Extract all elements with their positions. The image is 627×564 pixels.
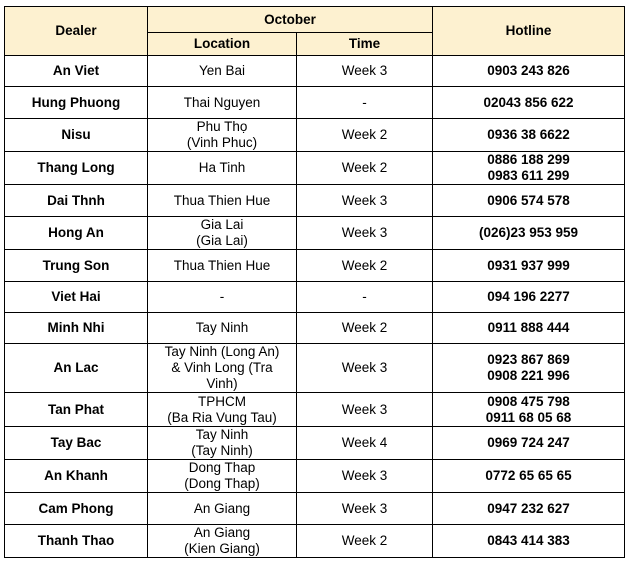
- time-cell: Week 4: [297, 427, 433, 460]
- table-row: [5, 427, 625, 460]
- hotline-cell: [433, 282, 625, 313]
- location-line: -: [219, 289, 225, 304]
- hotline-number: 0772 65 65 65: [485, 468, 572, 483]
- table-row: [5, 344, 625, 393]
- location-line: & Vinh Long (Tra: [171, 360, 273, 375]
- location-line: (Dong Thap): [184, 476, 260, 491]
- dealer-cell: Cam Phong: [5, 493, 148, 525]
- location-line: Thua Thien Hue: [173, 192, 271, 208]
- hotline-number: 0947 232 627: [487, 500, 570, 516]
- time-cell: -: [297, 282, 433, 313]
- header-month: October: [148, 7, 433, 33]
- dealer-cell: Tan Phat: [5, 393, 148, 427]
- header-hotline: Hotline: [433, 7, 625, 56]
- hotline-number: 0906 574 578: [487, 192, 570, 208]
- table-row: [5, 493, 625, 525]
- location-cell: [148, 282, 297, 313]
- table-row: [5, 152, 625, 185]
- table-row: [5, 282, 625, 313]
- location-cell: [148, 217, 297, 250]
- table-row: [5, 119, 625, 152]
- location-line: Phu Thọ: [196, 119, 248, 134]
- header-location: Location: [148, 33, 297, 56]
- dealer-cell: An Khanh: [5, 460, 148, 493]
- time-cell: Week 3: [297, 344, 433, 393]
- location-line: Gia Lai: [200, 217, 244, 232]
- location-line: Thai Nguyen: [183, 94, 261, 110]
- location-line: Dong Thap: [188, 460, 256, 475]
- hotline-cell: [433, 393, 625, 427]
- hotline-number: 0886 188 299: [487, 152, 570, 167]
- dealer-cell: Minh Nhi: [5, 313, 148, 344]
- hotline-number: 0969 724 247: [487, 435, 570, 450]
- hotline-number: 0908 221 996: [487, 368, 570, 383]
- location-cell: [148, 185, 297, 217]
- hotline-cell: [433, 56, 625, 87]
- table-row: [5, 217, 625, 250]
- location-cell: [148, 427, 297, 460]
- hotline-number: 0843 414 383: [487, 533, 570, 548]
- location-cell: [148, 152, 297, 185]
- hotline-number: 0931 937 999: [487, 257, 570, 273]
- location-line: Tay Ninh (Long An): [164, 344, 280, 359]
- time-cell: Week 2: [297, 250, 433, 282]
- dealer-cell: Viet Hai: [5, 282, 148, 313]
- time-cell: Week 2: [297, 525, 433, 558]
- hotline-cell: [433, 185, 625, 217]
- time-cell: Week 2: [297, 119, 433, 152]
- header-dealer: Dealer: [5, 7, 148, 56]
- hotline-number: 0911 68 05 68: [485, 409, 572, 425]
- time-cell: Week 3: [297, 185, 433, 217]
- time-cell: Week 3: [297, 460, 433, 493]
- dealer-cell: Trung Son: [5, 250, 148, 282]
- hotline-cell: [433, 344, 625, 393]
- table-row: [5, 525, 625, 558]
- hotline-cell: [433, 119, 625, 152]
- location-line: Vinh): [206, 376, 238, 391]
- hotline-number: 0936 38 6622: [487, 127, 570, 142]
- dealer-cell: Hung Phuong: [5, 87, 148, 119]
- location-line: (Kien Giang): [184, 541, 260, 556]
- location-cell: [148, 87, 297, 119]
- location-line: (Tay Ninh): [191, 443, 253, 458]
- dealer-cell: Tay Bac: [5, 427, 148, 460]
- location-cell: [148, 460, 297, 493]
- time-cell: -: [297, 87, 433, 119]
- dealer-cell: An Viet: [5, 56, 148, 87]
- location-cell: [148, 525, 297, 558]
- hotline-number: 0923 867 869: [487, 352, 570, 367]
- location-line: Yen Bai: [198, 63, 246, 78]
- location-line: An Giang: [193, 500, 251, 516]
- hotline-cell: [433, 460, 625, 493]
- hotline-number: 094 196 2277: [487, 289, 570, 304]
- time-cell: Week 3: [297, 56, 433, 87]
- dealer-table: [4, 6, 625, 558]
- location-cell: [148, 344, 297, 393]
- table-row: [5, 87, 625, 119]
- location-cell: [148, 313, 297, 344]
- location-cell: [148, 119, 297, 152]
- dealer-cell: Dai Thnh: [5, 185, 148, 217]
- hotline-number: 0983 611 299: [487, 168, 570, 183]
- location-line: TPHCM: [198, 393, 246, 409]
- location-cell: [148, 56, 297, 87]
- location-line: Ha Tinh: [198, 160, 246, 175]
- table-row: [5, 393, 625, 427]
- hotline-cell: [433, 313, 625, 344]
- dealer-cell: Nisu: [5, 119, 148, 152]
- hotline-cell: [433, 217, 625, 250]
- table-row: [5, 185, 625, 217]
- hotline-number: 0908 475 798: [487, 393, 570, 409]
- location-line: Thua Thien Hue: [173, 257, 271, 273]
- location-line: Tay Ninh: [195, 427, 249, 442]
- time-cell: Week 3: [297, 217, 433, 250]
- location-line: (Vinh Phuc): [186, 135, 258, 150]
- hotline-cell: [433, 525, 625, 558]
- location-cell: [148, 493, 297, 525]
- location-line: Tay Ninh: [195, 320, 249, 335]
- hotline-cell: [433, 152, 625, 185]
- location-line: An Giang: [193, 525, 251, 540]
- table-row: [5, 250, 625, 282]
- hotline-cell: [433, 493, 625, 525]
- time-cell: Week 2: [297, 152, 433, 185]
- location-cell: [148, 250, 297, 282]
- hotline-number: 0911 888 444: [487, 320, 570, 335]
- dealer-cell: Hong An: [5, 217, 148, 250]
- hotline-number: 02043 856 622: [483, 94, 574, 110]
- hotline-cell: [433, 427, 625, 460]
- hotline-cell: [433, 87, 625, 119]
- table-row: [5, 313, 625, 344]
- table-header: [5, 7, 625, 56]
- dealer-cell: Thanh Thao: [5, 525, 148, 558]
- time-cell: Week 3: [297, 393, 433, 427]
- table-row: [5, 56, 625, 87]
- location-cell: [148, 393, 297, 427]
- time-cell: Week 3: [297, 493, 433, 525]
- time-cell: Week 2: [297, 313, 433, 344]
- hotline-cell: [433, 250, 625, 282]
- hotline-number: 0903 243 826: [487, 63, 570, 78]
- dealer-cell: An Lac: [5, 344, 148, 393]
- header-time: Time: [297, 33, 433, 56]
- hotline-number: (026)23 953 959: [478, 225, 579, 240]
- table-body: [5, 56, 625, 558]
- location-line: (Gia Lai): [196, 233, 248, 248]
- table-row: [5, 460, 625, 493]
- dealer-cell: Thang Long: [5, 152, 148, 185]
- location-line: (Ba Ria Vung Tau): [167, 409, 277, 425]
